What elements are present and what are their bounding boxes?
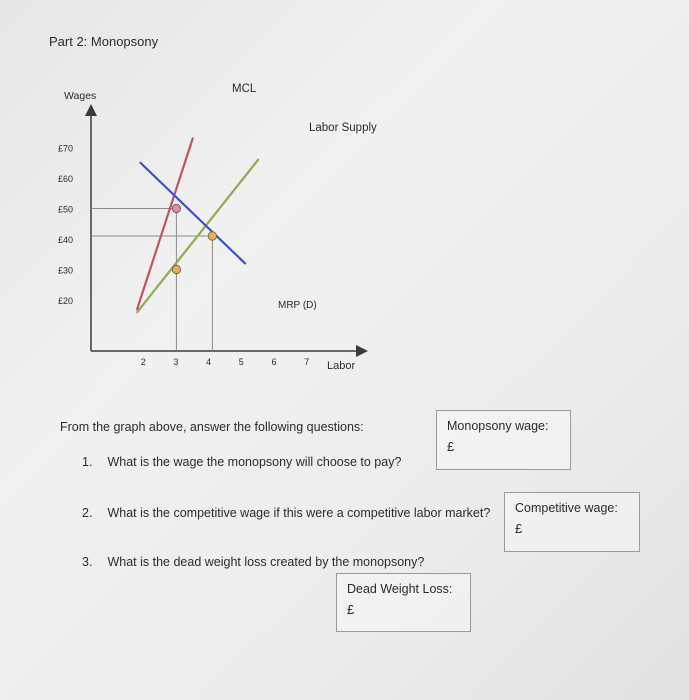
x-tick-label: 7: [304, 357, 310, 367]
question-1-text: What is the wage the monopsony will choose to pay?: [107, 455, 402, 469]
y-tick-label: £50: [58, 204, 74, 215]
mrp-demand-label: MRP (D): [278, 300, 317, 311]
questions-intro: From the graph above, answer the following questions:: [60, 420, 364, 434]
part-title: Part 2: Monopsony: [49, 34, 159, 49]
question-3: [82, 555, 424, 569]
question-1: [82, 455, 401, 469]
y-tick-label: £20: [58, 296, 74, 306]
competitive-wage-box[interactable]: [504, 492, 640, 552]
x-tick-label: 2: [140, 357, 146, 367]
y-tick-label: £30: [58, 265, 74, 276]
x-tick-label: 6: [271, 357, 277, 367]
monopsony-wage-label: Monopsony wage:: [447, 419, 549, 433]
question-2-text: What is the competitive wage if this were a competitive labor market?: [107, 506, 491, 520]
dead-weight-loss-label: Dead Weight Loss:: [347, 582, 453, 596]
intersection-point: [172, 265, 180, 273]
mcl-line: [137, 138, 193, 309]
monopsony-wage-box[interactable]: [436, 410, 571, 470]
chart-series: [137, 138, 258, 312]
question-3-text: What is the dead weight loss created by the monopsony?: [107, 555, 425, 569]
labor-supply-label: Labor Supply: [309, 122, 377, 134]
competitive-wage-label: Competitive wage:: [515, 501, 618, 515]
x-tick-label: 5: [238, 357, 244, 367]
y-tick-label: £70: [58, 143, 74, 154]
mcl-label: MCL: [232, 83, 257, 95]
question-2-number: 2.: [82, 506, 93, 520]
intersection-point: [172, 204, 180, 212]
y-tick-label: £60: [58, 174, 74, 184]
question-2: [82, 506, 490, 520]
dead-weight-loss-box[interactable]: [336, 573, 471, 632]
intersection-point: [208, 232, 216, 240]
monopsony-wage-currency: £: [447, 439, 455, 454]
x-tick-label: 3: [173, 357, 179, 367]
y-axis-label: Wages: [64, 90, 97, 102]
x-axis-label: Labor: [327, 360, 356, 372]
x-tick-label: 4: [206, 357, 212, 367]
chart-axes: [91, 110, 362, 351]
question-1-number: 1.: [82, 455, 93, 469]
competitive-wage-currency: £: [515, 521, 523, 536]
question-3-number: 3.: [82, 555, 93, 569]
y-tick-label: £40: [58, 235, 74, 245]
dead-weight-loss-currency: £: [347, 602, 355, 617]
chart-labels: [58, 83, 377, 372]
